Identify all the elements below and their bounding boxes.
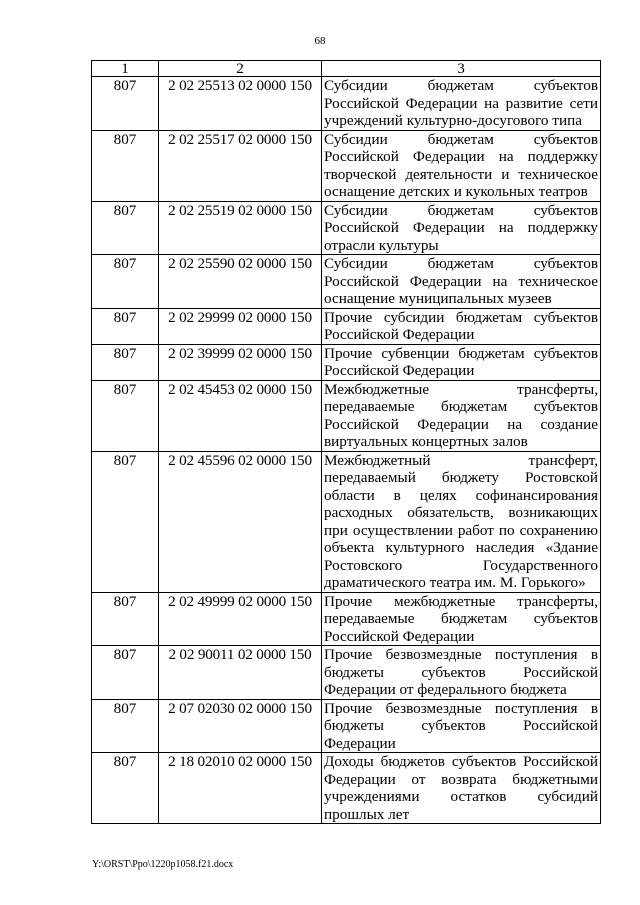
budget-classification-code-cell: 2 02 45453 02 0000 150 [159,380,322,451]
admin-code-cell: 807 [92,77,159,131]
table-row [92,753,601,824]
admin-code-cell: 807 [92,646,159,700]
table-row [92,255,601,309]
admin-code-cell: 807 [92,753,159,824]
table-row [92,699,601,753]
admin-code-cell: 807 [92,592,159,646]
revenue-name-cell: Межбюджетный трансферт, передаваемый бюджету Ростовской области в целях софинансирования расходных обязательств, возникающих при осуществлении работ по сохранению объекта культурного наследия «Здание Ростовского Государственного драматического театра им. М. Горького» [322,451,601,592]
revenue-name-cell: Межбюджетные трансферты, передаваемые бюджетам субъектов Российской Федерации на создание виртуальных концертных залов [322,380,601,451]
revenue-name-cell: Прочие субсидии бюджетам субъектов Российской Федерации [322,308,601,344]
table-row [92,344,601,380]
column-header-2: 2 [159,61,322,77]
admin-code-cell: 807 [92,699,159,753]
table-row [92,308,601,344]
column-header-3: 3 [322,61,601,77]
budget-classification-code-cell: 2 02 49999 02 0000 150 [159,592,322,646]
budget-classification-code-cell: 2 02 90011 02 0000 150 [159,646,322,700]
footer-file-path: Y:\ORST\Ppo\1220p1058.f21.docx [92,859,234,870]
budget-classification-code-cell: 2 02 39999 02 0000 150 [159,344,322,380]
budget-classification-code-cell: 2 02 25519 02 0000 150 [159,201,322,255]
revenue-name-cell: Субсидии бюджетам субъектов Российской Федерации на поддержку отрасли культуры [322,201,601,255]
column-header-1: 1 [92,61,159,77]
table-row [92,201,601,255]
admin-code-cell: 807 [92,344,159,380]
revenue-name-cell: Субсидии бюджетам субъектов Российской Федерации на развитие сети учреждений культурно-досугового типа [322,77,601,131]
budget-classification-code-cell: 2 02 25513 02 0000 150 [159,77,322,131]
budget-classification-code-cell: 2 02 45596 02 0000 150 [159,451,322,592]
revenue-name-cell: Субсидии бюджетам субъектов Российской Федерации на техническое оснащение муниципальных музеев [322,255,601,309]
table-row [92,77,601,131]
admin-code-cell: 807 [92,380,159,451]
table-row [92,592,601,646]
budget-classification-code-cell: 2 02 29999 02 0000 150 [159,308,322,344]
table-header-row [92,61,601,77]
revenue-name-cell: Субсидии бюджетам субъектов Российской Федерации на поддержку творческой деятельности и техническое оснащение детских и кукольных театров [322,130,601,201]
table-row [92,380,601,451]
revenue-name-cell: Доходы бюджетов субъектов Российской Федерации от возврата бюджетными учреждениями остатков субсидий прошлых лет [322,753,601,824]
admin-code-cell: 807 [92,201,159,255]
admin-code-cell: 807 [92,451,159,592]
table-row [92,646,601,700]
revenue-name-cell: Прочие безвозмездные поступления в бюджеты субъектов Российской Федерации [322,699,601,753]
table-row [92,130,601,201]
revenue-name-cell: Прочие безвозмездные поступления в бюджеты субъектов Российской Федерации от федерального бюджета [322,646,601,700]
admin-code-cell: 807 [92,130,159,201]
budget-classification-code-cell: 2 18 02010 02 0000 150 [159,753,322,824]
page-number: 68 [314,35,326,47]
budget-code-table [91,60,601,824]
revenue-name-cell: Прочие межбюджетные трансферты, передаваемые бюджетам субъектов Российской Федерации [322,592,601,646]
budget-classification-code-cell: 2 02 25517 02 0000 150 [159,130,322,201]
revenue-name-cell: Прочие субвенции бюджетам субъектов Российской Федерации [322,344,601,380]
admin-code-cell: 807 [92,255,159,309]
admin-code-cell: 807 [92,308,159,344]
table-row [92,451,601,592]
budget-classification-code-cell: 2 02 25590 02 0000 150 [159,255,322,309]
budget-classification-code-cell: 2 07 02030 02 0000 150 [159,699,322,753]
